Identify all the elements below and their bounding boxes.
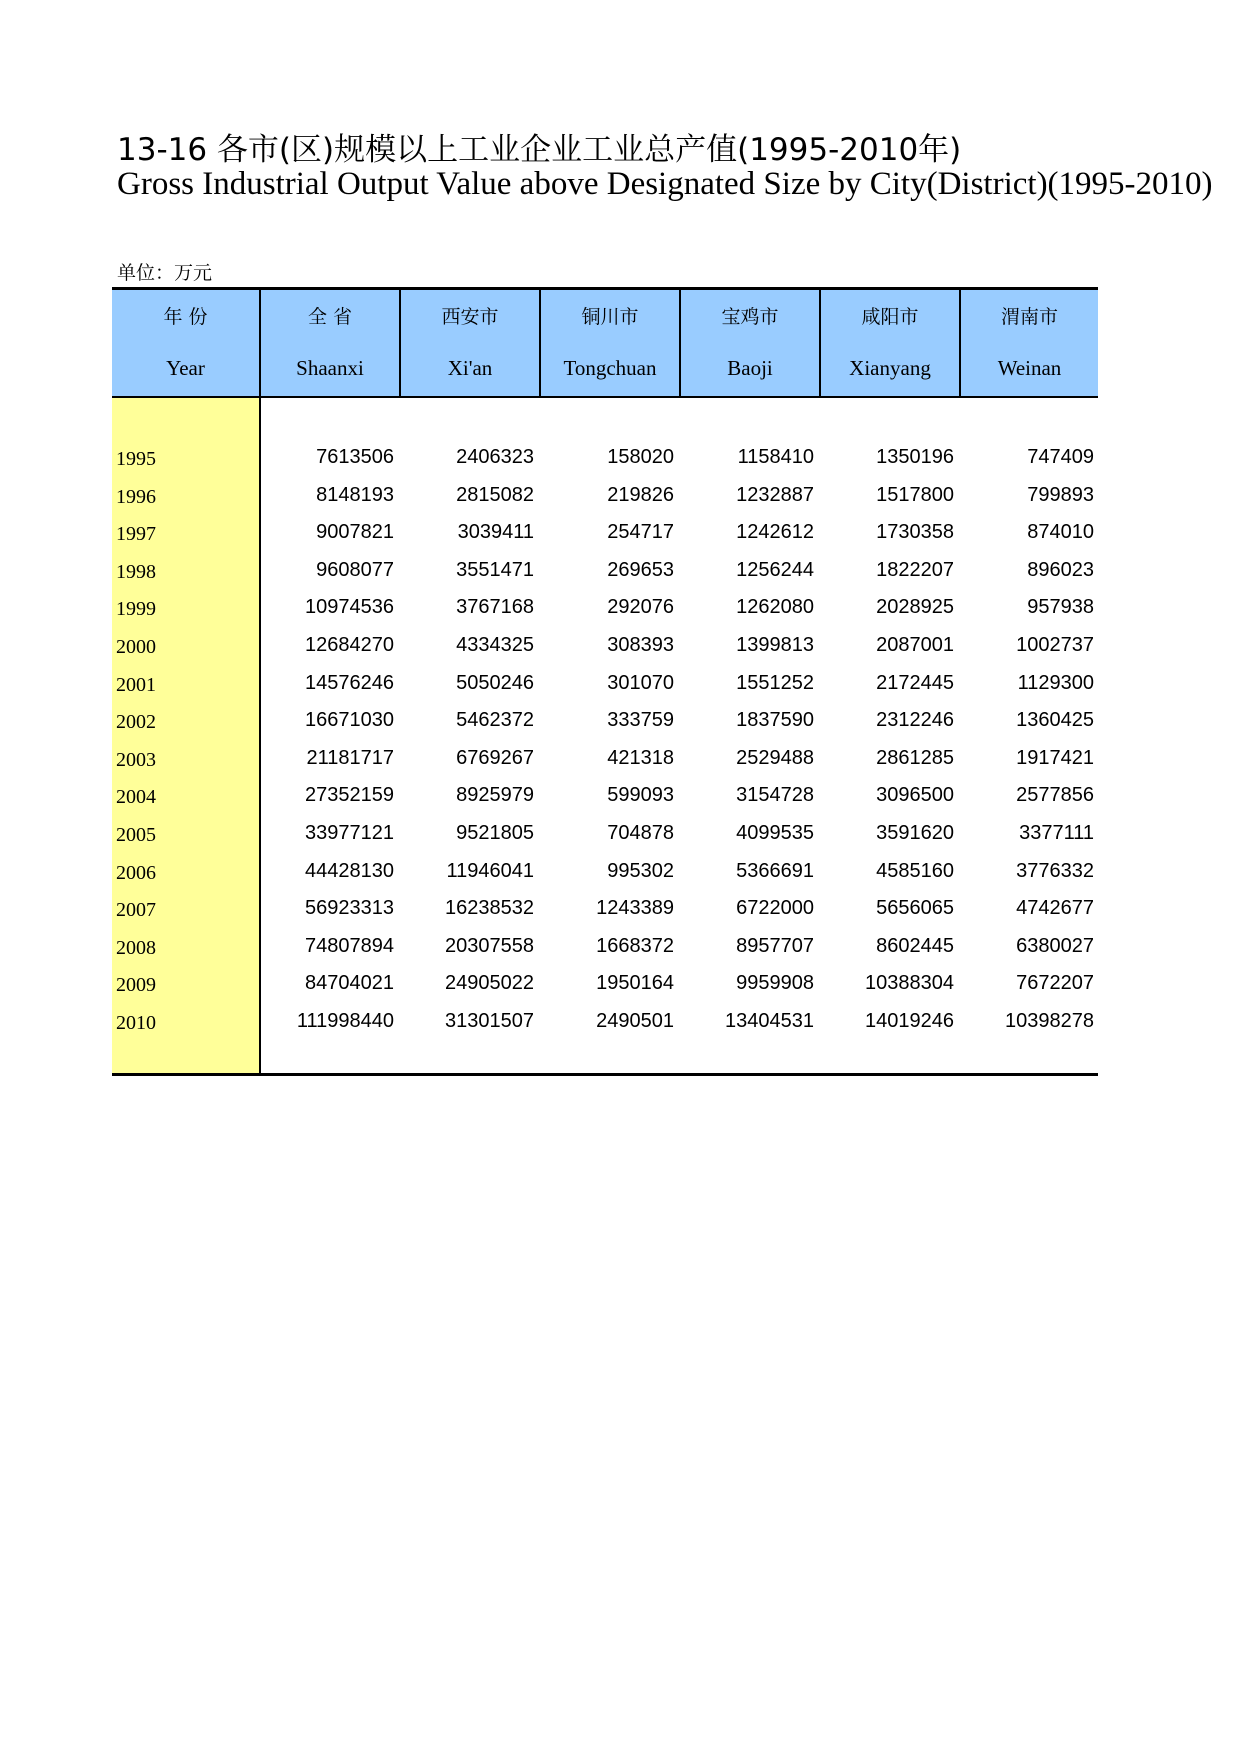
value-cell: 5462372 — [456, 709, 534, 732]
value-cell: 31301507 — [445, 1010, 534, 1032]
value-cell: 2529488 — [736, 746, 814, 769]
value-cell: 4334325 — [456, 634, 534, 656]
value-cell: 599093 — [607, 784, 674, 807]
value-cell: 3591620 — [876, 822, 954, 844]
table-row — [112, 927, 1098, 965]
table-row — [112, 664, 1098, 702]
value-cell: 2087001 — [876, 634, 954, 656]
value-cell: 5656065 — [876, 897, 954, 920]
value-cell: 1262080 — [736, 596, 814, 619]
value-cell: 292076 — [607, 596, 674, 619]
value-cell: 1243389 — [596, 897, 674, 920]
value-cell: 21181717 — [306, 746, 394, 769]
header-baoji-zh: 宝鸡市 — [721, 306, 779, 328]
value-cell: 308393 — [607, 634, 674, 656]
value-cell: 4742677 — [1016, 897, 1094, 920]
value-cell: 799893 — [1027, 483, 1094, 506]
value-cell: 301070 — [607, 671, 674, 694]
value-cell: 2815082 — [456, 483, 534, 506]
value-cell: 957938 — [1027, 596, 1094, 619]
year-cell: 2006 — [116, 861, 156, 884]
value-cell: 8957707 — [736, 934, 814, 957]
value-cell: 13404531 — [725, 1010, 814, 1032]
year-cell: 1996 — [116, 485, 156, 508]
year-cell: 2003 — [116, 748, 156, 771]
value-cell: 7613506 — [316, 446, 394, 468]
year-cell: 1997 — [116, 523, 156, 546]
value-cell: 5050246 — [456, 671, 534, 694]
value-cell: 1350196 — [876, 446, 954, 468]
header-tongchuan-en: Tongchuan — [563, 356, 657, 380]
header-xianyang-en: Xianyang — [849, 356, 931, 380]
value-cell: 3377111 — [1019, 822, 1094, 844]
value-cell: 1129300 — [1017, 671, 1094, 694]
header-weinan-en: Weinan — [997, 356, 1062, 380]
header-baoji-en: Baoji — [727, 356, 773, 380]
value-cell: 3776332 — [1016, 859, 1094, 882]
value-cell: 704878 — [607, 822, 674, 844]
value-cell: 1551252 — [736, 671, 814, 694]
value-cell: 111998440 — [296, 1010, 394, 1032]
year-cell: 1999 — [116, 598, 156, 621]
value-cell: 333759 — [607, 709, 674, 732]
header-xianyang-zh: 咸阳市 — [861, 306, 919, 328]
value-cell: 4099535 — [736, 822, 814, 844]
header-baoji — [681, 290, 819, 397]
page-title-chinese: 13-16 各市(区)规模以上工业企业工业总产值(1995-2010年) — [117, 132, 962, 168]
table-row — [112, 513, 1098, 551]
page-title-english-clip — [117, 166, 1213, 210]
table-row — [112, 1002, 1098, 1040]
value-cell: 3096500 — [876, 784, 954, 807]
header-shaanxi-en: Shaanxi — [296, 356, 364, 380]
value-cell: 269653 — [607, 558, 674, 581]
table-row — [112, 814, 1098, 852]
header-shaanxi — [261, 290, 399, 397]
value-cell: 10398278 — [1005, 1010, 1094, 1032]
value-cell: 14576246 — [305, 671, 394, 694]
header-weinan — [961, 290, 1098, 397]
table-row — [112, 476, 1098, 514]
value-cell: 9521805 — [456, 822, 534, 844]
year-cell: 2008 — [116, 936, 156, 959]
value-cell: 6722000 — [736, 897, 814, 920]
value-cell: 874010 — [1027, 521, 1094, 544]
year-cell: 2007 — [116, 899, 156, 922]
value-cell: 84704021 — [305, 972, 394, 995]
value-cell: 2577856 — [1016, 784, 1094, 807]
value-cell: 7672207 — [1016, 972, 1094, 995]
value-cell: 1917421 — [1016, 746, 1094, 769]
value-cell: 6380027 — [1016, 934, 1094, 957]
value-cell: 1730358 — [876, 521, 954, 544]
value-cell: 1360425 — [1016, 709, 1094, 732]
value-cell: 8602445 — [876, 934, 954, 957]
value-cell: 1822207 — [876, 558, 954, 581]
header-year-en: Year — [166, 356, 205, 380]
header-xian — [401, 290, 539, 397]
value-cell: 4585160 — [876, 859, 954, 882]
unit-label: 单位：万元 — [117, 262, 213, 284]
value-cell: 2028925 — [876, 596, 954, 619]
value-cell: 1399813 — [736, 634, 814, 656]
table-row — [112, 964, 1098, 1002]
value-cell: 254717 — [607, 521, 674, 544]
header-divider — [539, 290, 541, 396]
table-row — [112, 739, 1098, 777]
value-cell: 1256244 — [736, 558, 814, 581]
value-cell: 9007821 — [316, 521, 394, 544]
value-cell: 2406323 — [456, 446, 534, 468]
value-cell: 1242612 — [736, 521, 814, 544]
value-cell: 8925979 — [456, 784, 534, 807]
value-cell: 2861285 — [876, 746, 954, 769]
value-cell: 27352159 — [305, 784, 394, 807]
value-cell: 16671030 — [305, 709, 394, 732]
value-cell: 9608077 — [316, 558, 394, 581]
value-cell: 14019246 — [865, 1010, 954, 1032]
header-divider — [679, 290, 681, 396]
value-cell: 12684270 — [305, 634, 394, 656]
value-cell: 1002737 — [1016, 634, 1094, 656]
table-row — [112, 588, 1098, 626]
header-shaanxi-zh: 全 省 — [307, 306, 353, 328]
header-xianyang — [821, 290, 959, 397]
value-cell: 896023 — [1027, 558, 1094, 581]
value-cell: 3154728 — [736, 784, 814, 807]
table-row — [112, 438, 1098, 476]
value-cell: 1668372 — [596, 934, 674, 957]
header-xian-en: Xi'an — [447, 356, 493, 380]
header-tongchuan — [541, 290, 679, 397]
value-cell: 747409 — [1027, 446, 1094, 468]
year-cell: 2010 — [116, 1012, 156, 1034]
value-cell: 2490501 — [596, 1010, 674, 1032]
header-weinan-zh: 渭南市 — [1000, 306, 1058, 328]
year-cell: 2000 — [116, 636, 156, 658]
value-cell: 2172445 — [876, 671, 954, 694]
value-cell: 158020 — [607, 446, 674, 468]
year-cell: 1995 — [116, 448, 156, 470]
value-cell: 9959908 — [736, 972, 814, 995]
value-cell: 2312246 — [876, 709, 954, 732]
value-cell: 219826 — [607, 483, 674, 506]
value-cell: 44428130 — [305, 859, 394, 882]
value-cell: 5366691 — [736, 859, 814, 882]
value-cell: 3551471 — [456, 558, 534, 581]
value-cell: 6769267 — [456, 746, 534, 769]
year-cell: 2002 — [116, 711, 156, 734]
table-row — [112, 852, 1098, 890]
year-cell: 2009 — [116, 974, 156, 997]
value-cell: 16238532 — [445, 897, 534, 920]
header-xian-zh: 西安市 — [441, 306, 499, 328]
value-cell: 11946041 — [446, 859, 534, 882]
table-row — [112, 551, 1098, 589]
year-cell: 2004 — [116, 786, 156, 809]
header-divider — [399, 290, 401, 396]
page-title-english: Gross Industrial Output Value above Designated Size by City(District)(1995-2010) — [117, 166, 1213, 202]
value-cell: 3039411 — [457, 521, 534, 544]
year-cell: 2005 — [116, 824, 156, 846]
table-row — [112, 889, 1098, 927]
value-cell: 20307558 — [445, 934, 534, 957]
output-table — [112, 287, 1098, 1076]
table-bottom-rule — [112, 1073, 1098, 1076]
year-cell: 1998 — [116, 560, 156, 583]
header-divider — [819, 290, 821, 396]
value-cell: 74807894 — [305, 934, 394, 957]
value-cell: 421318 — [607, 746, 674, 769]
value-cell: 24905022 — [445, 972, 534, 995]
value-cell: 56923313 — [305, 897, 394, 920]
value-cell: 8148193 — [316, 483, 394, 506]
header-divider — [959, 290, 961, 396]
value-cell: 1232887 — [736, 483, 814, 506]
table-row — [112, 701, 1098, 739]
header-divider — [259, 290, 261, 396]
value-cell: 3767168 — [456, 596, 534, 619]
year-cell: 2001 — [116, 673, 156, 696]
header-tongchuan-zh: 铜川市 — [581, 306, 639, 328]
value-cell: 10388304 — [865, 972, 954, 995]
table-row — [112, 776, 1098, 814]
value-cell: 1837590 — [736, 709, 814, 732]
header-year-zh: 年 份 — [163, 306, 208, 328]
value-cell: 1950164 — [596, 972, 674, 995]
value-cell: 1158410 — [737, 446, 814, 468]
value-cell: 33977121 — [305, 822, 394, 844]
value-cell: 10974536 — [305, 596, 394, 619]
value-cell: 995302 — [607, 859, 674, 882]
value-cell: 1517800 — [876, 483, 954, 506]
table-row — [112, 626, 1098, 664]
header-year — [112, 290, 259, 397]
